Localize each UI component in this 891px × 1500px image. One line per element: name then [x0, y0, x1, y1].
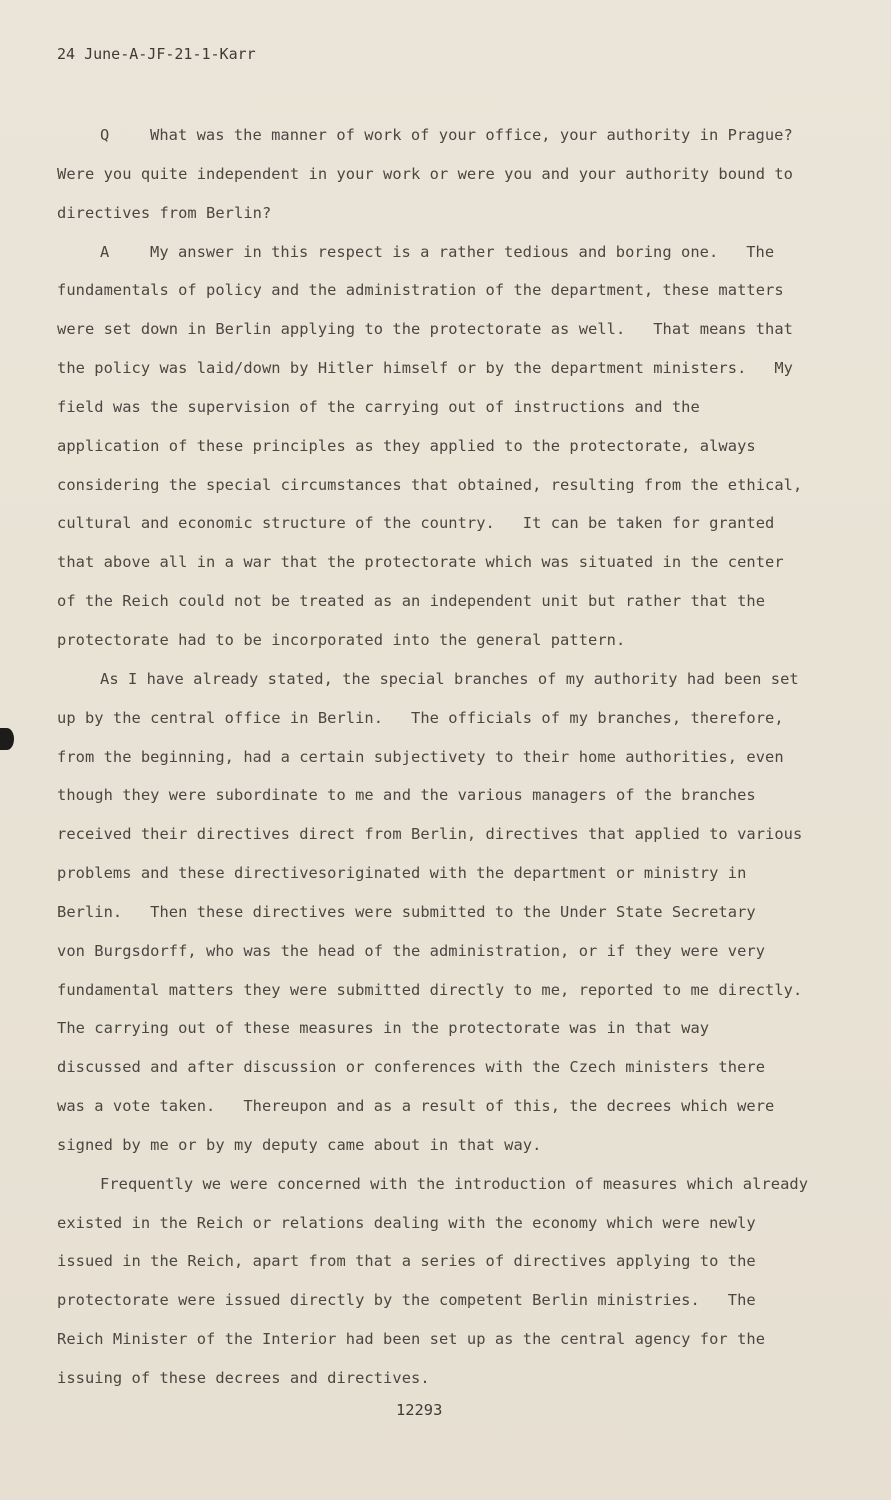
line-text: field was the supervision of the carrying out of instructions and the [57, 397, 700, 416]
text-line [57, 1173, 857, 1212]
line-text: cultural and economic structure of the country. It can be taken for granted [57, 514, 775, 533]
line-text: Were you quite independent in your work or were you and your authority bound to [57, 164, 793, 183]
line-text: that above all in a war that the protectorate which was situated in the center [57, 553, 784, 572]
line-text: What was the manner of work of your office, your authority in Prague? [150, 126, 793, 144]
line-text: Frequently we were concerned with the introduction of measures which already [100, 1174, 809, 1193]
qa-label: A [100, 242, 110, 261]
line-text: directives from Berlin? [57, 203, 272, 222]
text-line [57, 784, 857, 823]
text-line [57, 862, 857, 901]
text-line [57, 551, 857, 590]
text-line [57, 668, 857, 707]
line-text: Berlin. Then these directives were submitted to the Under State Secretary [57, 902, 756, 921]
line-text: issuing of these decrees and directives. [57, 1369, 430, 1387]
text-line [57, 318, 857, 357]
line-text: of the Reich could not be treated as an independent unit but rather that the [57, 592, 766, 611]
line-text: fundamental matters they were submitted directly to me, reported to me directly. [57, 980, 803, 999]
text-line [57, 1017, 857, 1056]
line-text: up by the central office in Berlin. The officials of my branches, therefore, [57, 708, 784, 727]
text-line [57, 1212, 857, 1251]
text-line [57, 1056, 857, 1095]
binding-hole-mark [0, 728, 14, 750]
page-number: 12293 [396, 1401, 443, 1419]
text-line [57, 979, 857, 1018]
text-line [57, 474, 857, 513]
line-text: issued in the Reich, apart from that a series of directives applying to the [57, 1252, 756, 1271]
line-text: the policy was laid/down by Hitler himself or by the department ministers. My [57, 359, 793, 378]
text-line [57, 202, 857, 241]
text-line [57, 512, 857, 551]
line-text: application of these principles as they applied to the protectorate, always [57, 436, 756, 455]
line-text: fundamentals of policy and the administration of the department, these matters [57, 281, 784, 300]
text-line [57, 124, 857, 163]
line-text: were set down in Berlin applying to the protectorate as well. That means that [57, 320, 793, 339]
text-line [57, 1134, 857, 1173]
text-line [57, 435, 857, 474]
document-header: 24 June-A-JF-21-1-Karr [57, 45, 256, 63]
qa-label: Q [100, 126, 110, 144]
text-line [57, 1367, 857, 1406]
text-line [57, 241, 857, 280]
text-line [57, 1289, 857, 1328]
text-line [57, 357, 857, 396]
line-text: considering the special circumstances that obtained, resulting from the ethical, [57, 475, 803, 494]
text-line [57, 1095, 857, 1134]
line-text: though they were subordinate to me and the various managers of the branches [57, 786, 756, 805]
text-line [57, 1250, 857, 1289]
text-line [57, 629, 857, 668]
text-line [57, 1328, 857, 1367]
line-text: The carrying out of these measures in the protectorate was in that way [57, 1019, 710, 1038]
text-line [57, 746, 857, 785]
line-text: Reich Minister of the Interior had been set up as the central agency for the [57, 1330, 766, 1349]
text-line [57, 590, 857, 629]
line-text: received their directives direct from Berlin, directives that applied to various [57, 825, 803, 844]
line-text: discussed and after discussion or conferences with the Czech ministers there [57, 1058, 766, 1077]
line-text: protectorate were issued directly by the competent Berlin ministries. The [57, 1291, 756, 1310]
line-text: My answer in this respect is a rather tedious and boring one. The [150, 242, 775, 261]
line-text: was a vote taken. Thereupon and as a result of this, the decrees which were [57, 1097, 775, 1116]
line-text: von Burgsdorff, who was the head of the administration, or if they were very [57, 941, 766, 960]
text-line [57, 279, 857, 318]
line-text: from the beginning, had a certain subjectivety to their home authorities, even [57, 747, 784, 766]
line-text: As I have already stated, the special branches of my authority had been set [100, 669, 799, 688]
line-text: problems and these directivesoriginated with the department or ministry in [57, 864, 747, 883]
text-line [57, 707, 857, 746]
text-line [57, 163, 857, 202]
line-text: signed by me or by my deputy came about in that way. [57, 1135, 542, 1154]
text-line [57, 823, 857, 862]
document-body [57, 124, 857, 1406]
line-text: protectorate had to be incorporated into the general pattern. [57, 630, 626, 649]
text-line [57, 396, 857, 435]
line-text: existed in the Reich or relations dealing with the economy which were newly [57, 1213, 756, 1232]
text-line [57, 901, 857, 940]
text-line [57, 940, 857, 979]
